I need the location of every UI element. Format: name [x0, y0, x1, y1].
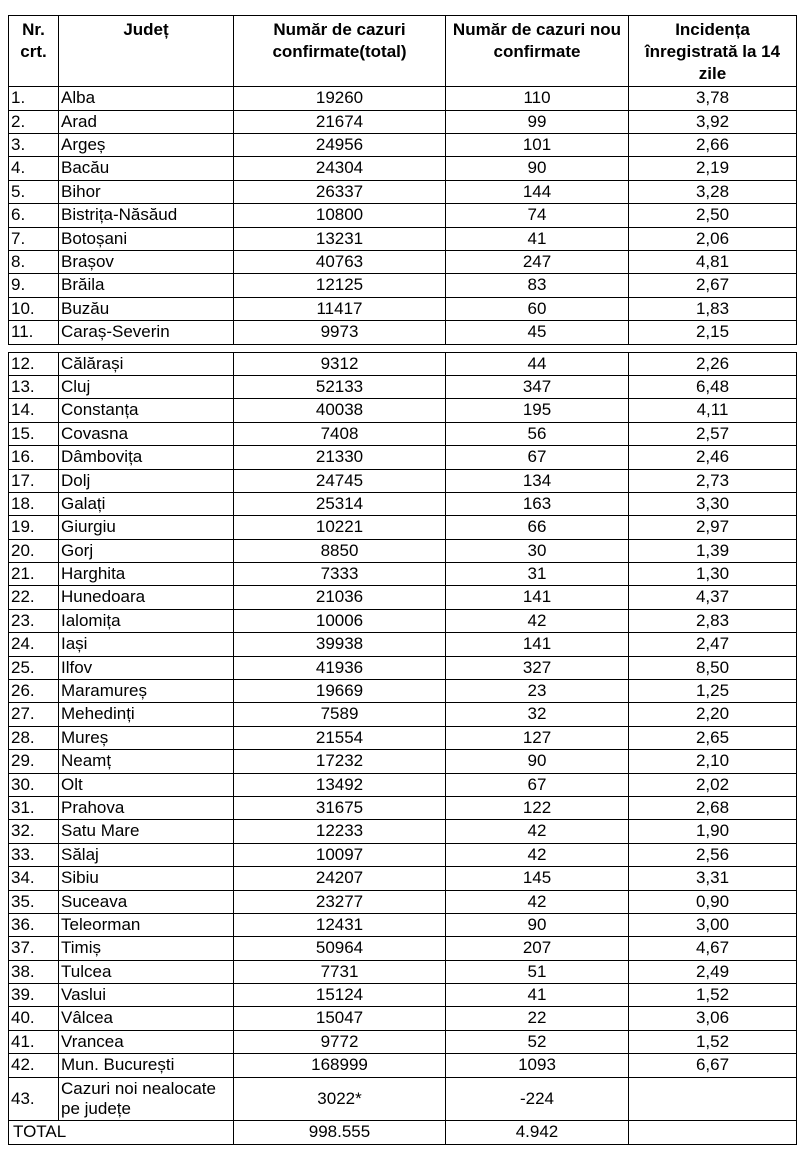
row-number-cell: 15. — [9, 422, 59, 445]
table-row — [9, 867, 797, 890]
total-new-value: 4.942 — [446, 1121, 629, 1144]
table-row — [9, 180, 797, 203]
row-number-cell: 41. — [9, 1030, 59, 1053]
row-number-cell: 14. — [9, 399, 59, 422]
table-row — [9, 539, 797, 562]
new-confirmed-cell: 42 — [446, 820, 629, 843]
confirmed-total-cell: 13231 — [234, 227, 446, 250]
county-name-cell: Covasna — [59, 422, 234, 445]
confirmed-total-cell: 12125 — [234, 274, 446, 297]
row-number-cell: 16. — [9, 446, 59, 469]
county-name-cell: Giurgiu — [59, 516, 234, 539]
row-number-cell: 23. — [9, 609, 59, 632]
table-row — [9, 1030, 797, 1053]
incidence-cell: 4,11 — [629, 399, 797, 422]
confirmed-total-cell: 9973 — [234, 321, 446, 344]
row-number-cell: 19. — [9, 516, 59, 539]
county-name-cell: Iași — [59, 633, 234, 656]
county-name-cell: Mehedinți — [59, 703, 234, 726]
table-row — [9, 446, 797, 469]
confirmed-total-cell: 19260 — [234, 87, 446, 110]
confirmed-total-cell: 9312 — [234, 352, 446, 375]
table-row — [9, 633, 797, 656]
confirmed-total-cell: 3022* — [234, 1077, 446, 1121]
table-row — [9, 563, 797, 586]
incidence-cell: 2,97 — [629, 516, 797, 539]
row-number-cell: 9. — [9, 274, 59, 297]
new-confirmed-cell: 163 — [446, 492, 629, 515]
row-number-cell: 34. — [9, 867, 59, 890]
county-name-cell: Vâlcea — [59, 1007, 234, 1030]
county-name-cell: Neamț — [59, 750, 234, 773]
county-name-cell: Dolj — [59, 469, 234, 492]
table-row — [9, 110, 797, 133]
county-name-cell: Bacău — [59, 157, 234, 180]
new-confirmed-cell: 90 — [446, 913, 629, 936]
confirmed-total-cell: 168999 — [234, 1054, 446, 1077]
row-number-cell: 26. — [9, 680, 59, 703]
county-name-cell: Sibiu — [59, 867, 234, 890]
incidence-cell: 2,47 — [629, 633, 797, 656]
confirmed-total-cell: 9772 — [234, 1030, 446, 1053]
confirmed-total-cell: 19669 — [234, 680, 446, 703]
county-name-cell: Vaslui — [59, 984, 234, 1007]
incidence-cell: 1,39 — [629, 539, 797, 562]
header-confirmed-total: Număr de cazuri confirmate(total) — [234, 16, 446, 87]
row-number-cell: 8. — [9, 250, 59, 273]
table-row — [9, 937, 797, 960]
county-name-cell: Sălaj — [59, 843, 234, 866]
new-confirmed-cell: 45 — [446, 321, 629, 344]
confirmed-total-cell: 8850 — [234, 539, 446, 562]
incidence-cell: 2,19 — [629, 157, 797, 180]
new-confirmed-cell: 74 — [446, 204, 629, 227]
header-row — [9, 16, 797, 87]
confirmed-total-cell: 7589 — [234, 703, 446, 726]
table-row — [9, 726, 797, 749]
table-row — [9, 204, 797, 227]
incidence-cell: 3,00 — [629, 913, 797, 936]
confirmed-total-cell: 25314 — [234, 492, 446, 515]
confirmed-total-cell: 24745 — [234, 469, 446, 492]
confirmed-total-cell: 21330 — [234, 446, 446, 469]
table-row — [9, 913, 797, 936]
county-name-cell: Gorj — [59, 539, 234, 562]
new-confirmed-cell: 195 — [446, 399, 629, 422]
row-number-cell: 2. — [9, 110, 59, 133]
new-confirmed-cell: 31 — [446, 563, 629, 586]
county-name-cell: Mun. București — [59, 1054, 234, 1077]
confirmed-total-cell: 12233 — [234, 820, 446, 843]
incidence-cell: 6,48 — [629, 375, 797, 398]
confirmed-total-cell: 10221 — [234, 516, 446, 539]
confirmed-total-cell: 21036 — [234, 586, 446, 609]
county-name-cell: Alba — [59, 87, 234, 110]
incidence-cell: 3,28 — [629, 180, 797, 203]
new-confirmed-cell: 141 — [446, 586, 629, 609]
row-number-cell: 37. — [9, 937, 59, 960]
incidence-cell: 4,81 — [629, 250, 797, 273]
new-confirmed-cell: 42 — [446, 890, 629, 913]
table-row — [9, 321, 797, 344]
new-confirmed-cell: 52 — [446, 1030, 629, 1053]
incidence-cell: 2,26 — [629, 352, 797, 375]
confirmed-total-cell: 39938 — [234, 633, 446, 656]
total-label: TOTAL — [9, 1121, 234, 1144]
incidence-cell: 2,67 — [629, 274, 797, 297]
row-number-cell: 43. — [9, 1077, 59, 1121]
table-row — [9, 586, 797, 609]
table-row — [9, 1077, 797, 1121]
row-number-cell: 30. — [9, 773, 59, 796]
row-number-cell: 39. — [9, 984, 59, 1007]
county-name-cell: Teleorman — [59, 913, 234, 936]
table-row — [9, 843, 797, 866]
county-name-cell: Bistrița-Năsăud — [59, 204, 234, 227]
incidence-cell: 2,02 — [629, 773, 797, 796]
table-row — [9, 250, 797, 273]
row-number-cell: 12. — [9, 352, 59, 375]
incidence-cell: 2,66 — [629, 134, 797, 157]
confirmed-total-cell: 7731 — [234, 960, 446, 983]
table-row — [9, 984, 797, 1007]
table-body-section-1 — [9, 87, 797, 344]
section-gap — [8, 345, 796, 352]
new-confirmed-cell: 90 — [446, 750, 629, 773]
confirmed-total-cell: 21674 — [234, 110, 446, 133]
confirmed-total-cell: 21554 — [234, 726, 446, 749]
incidence-cell: 2,06 — [629, 227, 797, 250]
incidence-cell: 1,25 — [629, 680, 797, 703]
incidence-cell: 2,50 — [629, 204, 797, 227]
table-row — [9, 297, 797, 320]
new-confirmed-cell: 110 — [446, 87, 629, 110]
incidence-cell: 2,83 — [629, 609, 797, 632]
row-number-cell: 32. — [9, 820, 59, 843]
table-row — [9, 274, 797, 297]
table-row — [9, 820, 797, 843]
county-name-cell: Mureș — [59, 726, 234, 749]
total-confirmed-value: 998.555 — [234, 1121, 446, 1144]
county-name-cell: Prahova — [59, 796, 234, 819]
county-name-cell: Galați — [59, 492, 234, 515]
county-name-cell: Buzău — [59, 297, 234, 320]
table-row — [9, 773, 797, 796]
incidence-cell: 2,49 — [629, 960, 797, 983]
table-row — [9, 375, 797, 398]
new-confirmed-cell: 51 — [446, 960, 629, 983]
total-row — [9, 1121, 797, 1144]
table-row — [9, 1007, 797, 1030]
county-name-cell: Cazuri noi nealocate pe județe — [59, 1077, 234, 1121]
cases-table-section-2 — [8, 352, 797, 1145]
incidence-cell: 2,68 — [629, 796, 797, 819]
row-number-cell: 11. — [9, 321, 59, 344]
county-name-cell: Brașov — [59, 250, 234, 273]
table-row — [9, 469, 797, 492]
incidence-cell: 8,50 — [629, 656, 797, 679]
county-name-cell: Dâmbovița — [59, 446, 234, 469]
new-confirmed-cell: 99 — [446, 110, 629, 133]
row-number-cell: 18. — [9, 492, 59, 515]
row-number-cell: 42. — [9, 1054, 59, 1077]
table-row — [9, 796, 797, 819]
incidence-cell: 2,15 — [629, 321, 797, 344]
incidence-cell: 4,67 — [629, 937, 797, 960]
row-number-cell: 29. — [9, 750, 59, 773]
county-name-cell: Hunedoara — [59, 586, 234, 609]
county-name-cell: Botoșani — [59, 227, 234, 250]
confirmed-total-cell: 24956 — [234, 134, 446, 157]
table-row — [9, 1054, 797, 1077]
incidence-cell: 3,92 — [629, 110, 797, 133]
confirmed-total-cell: 52133 — [234, 375, 446, 398]
incidence-cell: 1,52 — [629, 984, 797, 1007]
incidence-cell: 1,30 — [629, 563, 797, 586]
county-name-cell: Harghita — [59, 563, 234, 586]
confirmed-total-cell: 17232 — [234, 750, 446, 773]
confirmed-total-cell: 11417 — [234, 297, 446, 320]
new-confirmed-cell: 247 — [446, 250, 629, 273]
row-number-cell: 13. — [9, 375, 59, 398]
table-body-section-2 — [9, 352, 797, 1121]
new-confirmed-cell: 66 — [446, 516, 629, 539]
header-new-confirmed: Număr de cazuri nou confirmate — [446, 16, 629, 87]
confirmed-total-cell: 24304 — [234, 157, 446, 180]
county-name-cell: Brăila — [59, 274, 234, 297]
confirmed-total-cell: 13492 — [234, 773, 446, 796]
confirmed-total-cell: 40763 — [234, 250, 446, 273]
confirmed-total-cell: 7333 — [234, 563, 446, 586]
header-judet: Județ — [59, 16, 234, 87]
confirmed-total-cell: 7408 — [234, 422, 446, 445]
confirmed-total-cell: 15047 — [234, 1007, 446, 1030]
row-number-cell: 7. — [9, 227, 59, 250]
row-number-cell: 21. — [9, 563, 59, 586]
county-name-cell: Maramureș — [59, 680, 234, 703]
incidence-cell: 3,30 — [629, 492, 797, 515]
county-name-cell: Argeș — [59, 134, 234, 157]
new-confirmed-cell: 44 — [446, 352, 629, 375]
row-number-cell: 27. — [9, 703, 59, 726]
new-confirmed-cell: 1093 — [446, 1054, 629, 1077]
total-incidence-value — [629, 1121, 797, 1144]
incidence-cell: 1,90 — [629, 820, 797, 843]
incidence-cell: 3,06 — [629, 1007, 797, 1030]
county-name-cell: Bihor — [59, 180, 234, 203]
new-confirmed-cell: 56 — [446, 422, 629, 445]
row-number-cell: 17. — [9, 469, 59, 492]
table-row — [9, 890, 797, 913]
new-confirmed-cell: 22 — [446, 1007, 629, 1030]
table-row — [9, 609, 797, 632]
confirmed-total-cell: 10006 — [234, 609, 446, 632]
confirmed-total-cell: 10800 — [234, 204, 446, 227]
incidence-cell: 2,73 — [629, 469, 797, 492]
confirmed-total-cell: 41936 — [234, 656, 446, 679]
incidence-cell: 2,10 — [629, 750, 797, 773]
header-nr-crt: Nr. crt. — [9, 16, 59, 87]
incidence-cell: 2,20 — [629, 703, 797, 726]
incidence-cell — [629, 1077, 797, 1121]
county-name-cell: Caraș-Severin — [59, 321, 234, 344]
table-row — [9, 399, 797, 422]
confirmed-total-cell: 40038 — [234, 399, 446, 422]
table-row — [9, 960, 797, 983]
table-row — [9, 352, 797, 375]
table-row — [9, 656, 797, 679]
county-name-cell: Ialomița — [59, 609, 234, 632]
confirmed-total-cell: 24207 — [234, 867, 446, 890]
new-confirmed-cell: 67 — [446, 446, 629, 469]
incidence-cell: 2,56 — [629, 843, 797, 866]
row-number-cell: 40. — [9, 1007, 59, 1030]
table-row — [9, 492, 797, 515]
new-confirmed-cell: 122 — [446, 796, 629, 819]
new-confirmed-cell: 83 — [446, 274, 629, 297]
new-confirmed-cell: 41 — [446, 227, 629, 250]
incidence-cell: 2,65 — [629, 726, 797, 749]
table-row — [9, 422, 797, 445]
incidence-cell: 6,67 — [629, 1054, 797, 1077]
incidence-cell: 3,31 — [629, 867, 797, 890]
row-number-cell: 3. — [9, 134, 59, 157]
confirmed-total-cell: 12431 — [234, 913, 446, 936]
table-row — [9, 750, 797, 773]
new-confirmed-cell: 207 — [446, 937, 629, 960]
new-confirmed-cell: -224 — [446, 1077, 629, 1121]
new-confirmed-cell: 32 — [446, 703, 629, 726]
table-row — [9, 157, 797, 180]
new-confirmed-cell: 145 — [446, 867, 629, 890]
row-number-cell: 28. — [9, 726, 59, 749]
new-confirmed-cell: 127 — [446, 726, 629, 749]
new-confirmed-cell: 144 — [446, 180, 629, 203]
incidence-cell: 1,52 — [629, 1030, 797, 1053]
incidence-cell: 0,90 — [629, 890, 797, 913]
new-confirmed-cell: 23 — [446, 680, 629, 703]
confirmed-total-cell: 31675 — [234, 796, 446, 819]
new-confirmed-cell: 347 — [446, 375, 629, 398]
confirmed-total-cell: 23277 — [234, 890, 446, 913]
table-row — [9, 87, 797, 110]
county-name-cell: Vrancea — [59, 1030, 234, 1053]
row-number-cell: 1. — [9, 87, 59, 110]
table-row — [9, 516, 797, 539]
table-row — [9, 703, 797, 726]
county-name-cell: Călărași — [59, 352, 234, 375]
county-name-cell: Constanța — [59, 399, 234, 422]
new-confirmed-cell: 30 — [446, 539, 629, 562]
new-confirmed-cell: 42 — [446, 609, 629, 632]
county-name-cell: Ilfov — [59, 656, 234, 679]
row-number-cell: 5. — [9, 180, 59, 203]
row-number-cell: 24. — [9, 633, 59, 656]
new-confirmed-cell: 42 — [446, 843, 629, 866]
cases-table-section-1 — [8, 15, 797, 345]
header-incidence-14d: Incidența înregistrată la 14 zile — [629, 16, 797, 87]
table-row — [9, 680, 797, 703]
confirmed-total-cell: 15124 — [234, 984, 446, 1007]
row-number-cell: 22. — [9, 586, 59, 609]
incidence-cell: 3,78 — [629, 87, 797, 110]
county-name-cell: Satu Mare — [59, 820, 234, 843]
row-number-cell: 20. — [9, 539, 59, 562]
row-number-cell: 10. — [9, 297, 59, 320]
table-row — [9, 134, 797, 157]
county-name-cell: Olt — [59, 773, 234, 796]
incidence-cell: 4,37 — [629, 586, 797, 609]
county-name-cell: Suceava — [59, 890, 234, 913]
row-number-cell: 25. — [9, 656, 59, 679]
incidence-cell: 1,83 — [629, 297, 797, 320]
county-name-cell: Timiș — [59, 937, 234, 960]
county-name-cell: Tulcea — [59, 960, 234, 983]
new-confirmed-cell: 101 — [446, 134, 629, 157]
row-number-cell: 4. — [9, 157, 59, 180]
table-footer — [9, 1121, 797, 1144]
row-number-cell: 35. — [9, 890, 59, 913]
confirmed-total-cell: 26337 — [234, 180, 446, 203]
row-number-cell: 36. — [9, 913, 59, 936]
table-row — [9, 227, 797, 250]
new-confirmed-cell: 134 — [446, 469, 629, 492]
confirmed-total-cell: 10097 — [234, 843, 446, 866]
row-number-cell: 6. — [9, 204, 59, 227]
county-name-cell: Arad — [59, 110, 234, 133]
incidence-cell: 2,57 — [629, 422, 797, 445]
new-confirmed-cell: 90 — [446, 157, 629, 180]
new-confirmed-cell: 67 — [446, 773, 629, 796]
new-confirmed-cell: 41 — [446, 984, 629, 1007]
new-confirmed-cell: 327 — [446, 656, 629, 679]
row-number-cell: 38. — [9, 960, 59, 983]
confirmed-total-cell: 50964 — [234, 937, 446, 960]
new-confirmed-cell: 141 — [446, 633, 629, 656]
row-number-cell: 31. — [9, 796, 59, 819]
table-header — [9, 16, 797, 87]
new-confirmed-cell: 60 — [446, 297, 629, 320]
row-number-cell: 33. — [9, 843, 59, 866]
county-name-cell: Cluj — [59, 375, 234, 398]
incidence-cell: 2,46 — [629, 446, 797, 469]
